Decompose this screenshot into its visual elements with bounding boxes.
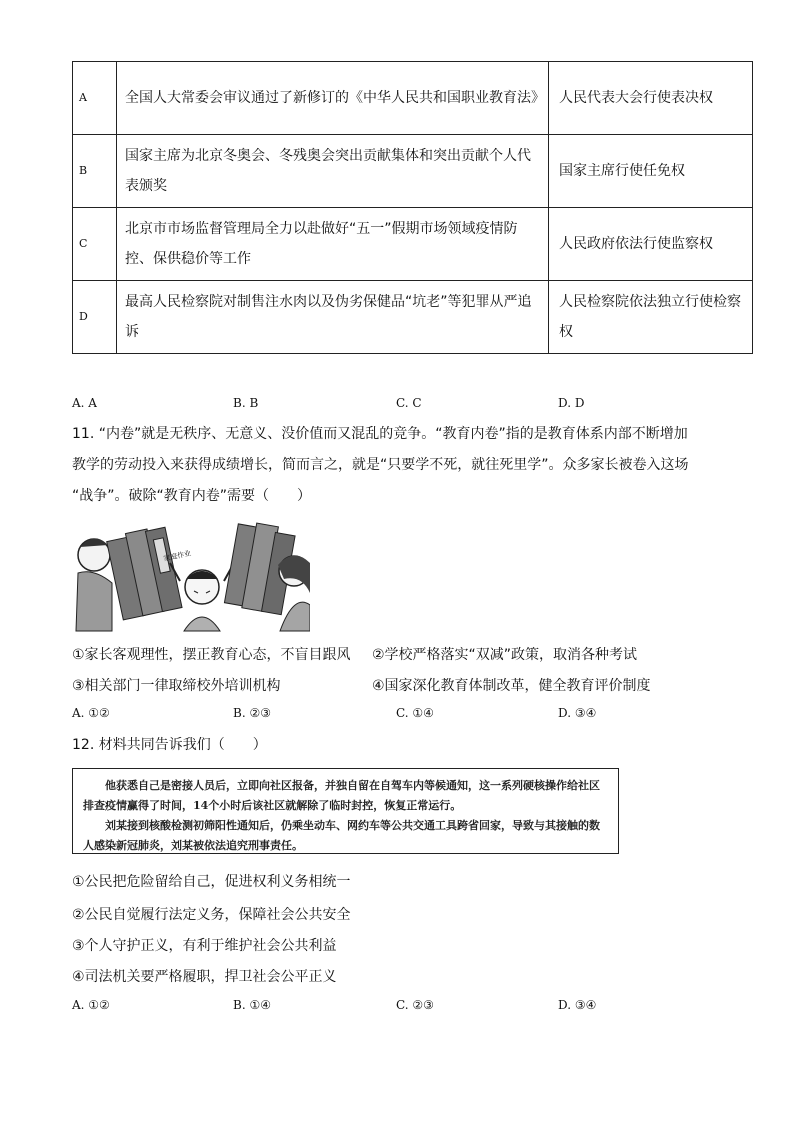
q11-item-4: ④国家深化教育体制改革，健全教育评价制度 <box>372 678 651 694</box>
row-letter: B <box>73 135 117 208</box>
q11-stem-line-2: 教学的劳动投入来获得成绩增长，简而言之，就是“只要学不死，就往死里学”。众多家长被卷入这场 <box>72 457 689 473</box>
row-event: 最高人民检察院对制售注水肉以及伪劣保健品“坑老”等犯罪从严追诉 <box>117 281 549 354</box>
q11-stem-line-3: “战争”。破除“教育内卷”需要（ ） <box>72 488 312 504</box>
cartoon-illustration <box>72 513 310 633</box>
row-power: 国家主席行使任免权 <box>549 135 753 208</box>
q11-item-1: ①家长客观理性，摆正教育心态，不盲目跟风 <box>72 647 351 663</box>
row-event: 北京市市场监督管理局全力以赴做好“五一”假期市场领域疫情防控、保供稳价等工作 <box>117 208 549 281</box>
q11-stem-line-1: 11. “内卷”就是无秩序、无意义、没价值而又混乱的竞争。“教育内卷”指的是教育体系内部不断增加 <box>72 426 688 442</box>
table-row <box>73 281 753 354</box>
q11-item-3: ③相关部门一律取缔校外培训机构 <box>72 678 281 694</box>
choice-b[interactable]: B. ②③ <box>233 706 271 720</box>
choice-c[interactable]: C. ②③ <box>396 998 434 1012</box>
q11-choices <box>72 706 753 722</box>
material-paragraph: 他获悉自己是密接人员后，立即向社区报备，并独自留在自驾车内等候通知，这一系列硬核操作给社区排查疫情赢得了时间，14个小时后该社区就解除了临时封控，恢复正常运行。 <box>83 779 600 812</box>
choice-a[interactable]: A. A <box>72 396 97 410</box>
q12-item-3: ③个人守护正义，有利于维护社会公共利益 <box>72 938 337 954</box>
table-row <box>73 208 753 281</box>
choice-d[interactable]: D. ③④ <box>558 706 597 720</box>
choice-d[interactable]: D. D <box>558 396 585 410</box>
choice-c[interactable]: C. C <box>396 396 422 410</box>
row-power: 人民检察院依法独立行使检察权 <box>549 281 753 354</box>
options-table <box>72 61 753 354</box>
row-power: 人民政府依法行使监察权 <box>549 208 753 281</box>
table-row <box>73 62 753 135</box>
material-paragraph: 刘某接到核酸检测初筛阳性通知后，仍乘坐动车、网约车等公共交通工具跨省回家，导致与其接触的数人感染新冠肺炎，刘某被依法追究刑事责任。 <box>83 819 600 852</box>
row-letter: A <box>73 62 117 135</box>
choice-b[interactable]: B. ①④ <box>233 998 271 1012</box>
q12-stem: 12. 材料共同告诉我们（ ） <box>72 737 267 753</box>
q11-item-2: ②学校严格落实“双减”政策，取消各种考试 <box>372 647 638 663</box>
material-box <box>72 768 619 854</box>
row-letter: D <box>73 281 117 354</box>
choice-a[interactable]: A. ①② <box>72 706 110 720</box>
q12-choices <box>72 998 753 1014</box>
choice-a[interactable]: A. ①② <box>72 998 110 1012</box>
q10-choices <box>72 396 753 412</box>
row-letter: C <box>73 208 117 281</box>
book-label: 家庭作业 <box>162 549 192 563</box>
row-power: 人民代表大会行使表决权 <box>549 62 753 135</box>
q12-item-1: ①公民把危险留给自己，促进权利义务相统一 <box>72 874 351 890</box>
table-row <box>73 135 753 208</box>
choice-d[interactable]: D. ③④ <box>558 998 597 1012</box>
row-event: 国家主席为北京冬奥会、冬残奥会突出贡献集体和突出贡献个人代表颁奖 <box>117 135 549 208</box>
row-event: 全国人大常委会审议通过了新修订的《中华人民共和国职业教育法》 <box>117 62 549 135</box>
q12-item-4: ④司法机关要严格履职，捍卫社会公平正义 <box>72 969 337 985</box>
q12-item-2: ②公民自觉履行法定义务，保障社会公共安全 <box>72 907 351 923</box>
choice-b[interactable]: B. B <box>233 396 259 410</box>
choice-c[interactable]: C. ①④ <box>396 706 434 720</box>
